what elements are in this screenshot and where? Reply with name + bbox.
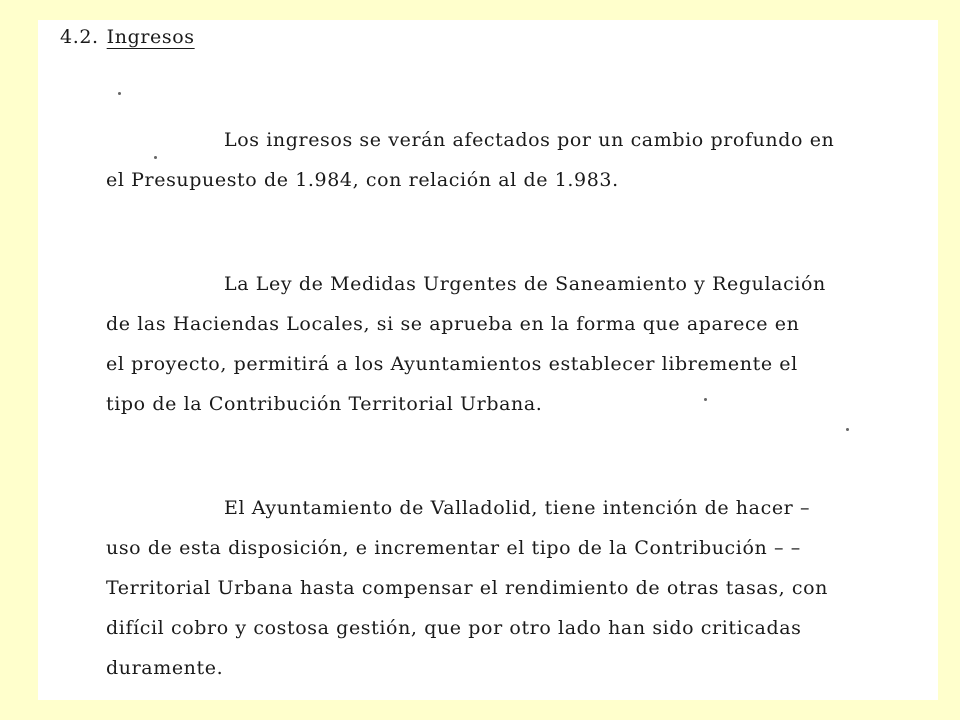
- paragraph-line: duramente.: [106, 657, 224, 679]
- section-heading: [60, 26, 195, 48]
- paragraph-2: [106, 264, 826, 424]
- section-number: 4.2.: [60, 26, 99, 48]
- scan-speck: [118, 92, 121, 95]
- section-title: Ingresos: [106, 26, 195, 48]
- document-page: [38, 20, 938, 700]
- paragraph-line: de las Haciendas Locales, si se aprueba en la forma que aparece en: [106, 313, 800, 335]
- paragraph-line: el proyecto, permitirá a los Ayuntamientos establecer libremente el: [106, 353, 798, 375]
- paragraph-line: uso de esta disposición, e incrementar el tipo de la Contribución – –: [106, 537, 801, 559]
- scan-speck: [704, 398, 707, 401]
- paragraph-line: el Presupuesto de 1.984, con relación al de 1.983.: [106, 169, 619, 191]
- paragraph-line: difícil cobro y costosa gestión, que por otro lado han sido criticadas: [106, 617, 802, 639]
- paragraph-line: La Ley de Medidas Urgentes de Saneamiento y Regulación: [224, 273, 826, 295]
- paragraph-3: [106, 488, 828, 688]
- scan-speck: [154, 156, 157, 159]
- paragraph-line: El Ayuntamiento de Valladolid, tiene intención de hacer –: [224, 497, 811, 519]
- paragraph-line: tipo de la Contribución Territorial Urbana.: [106, 393, 543, 415]
- paragraph-1: [106, 120, 834, 200]
- scan-speck: [846, 428, 849, 431]
- paragraph-line: Territorial Urbana hasta compensar el rendimiento de otras tasas, con: [106, 577, 828, 599]
- paragraph-line: Los ingresos se verán afectados por un cambio profundo en: [224, 129, 835, 151]
